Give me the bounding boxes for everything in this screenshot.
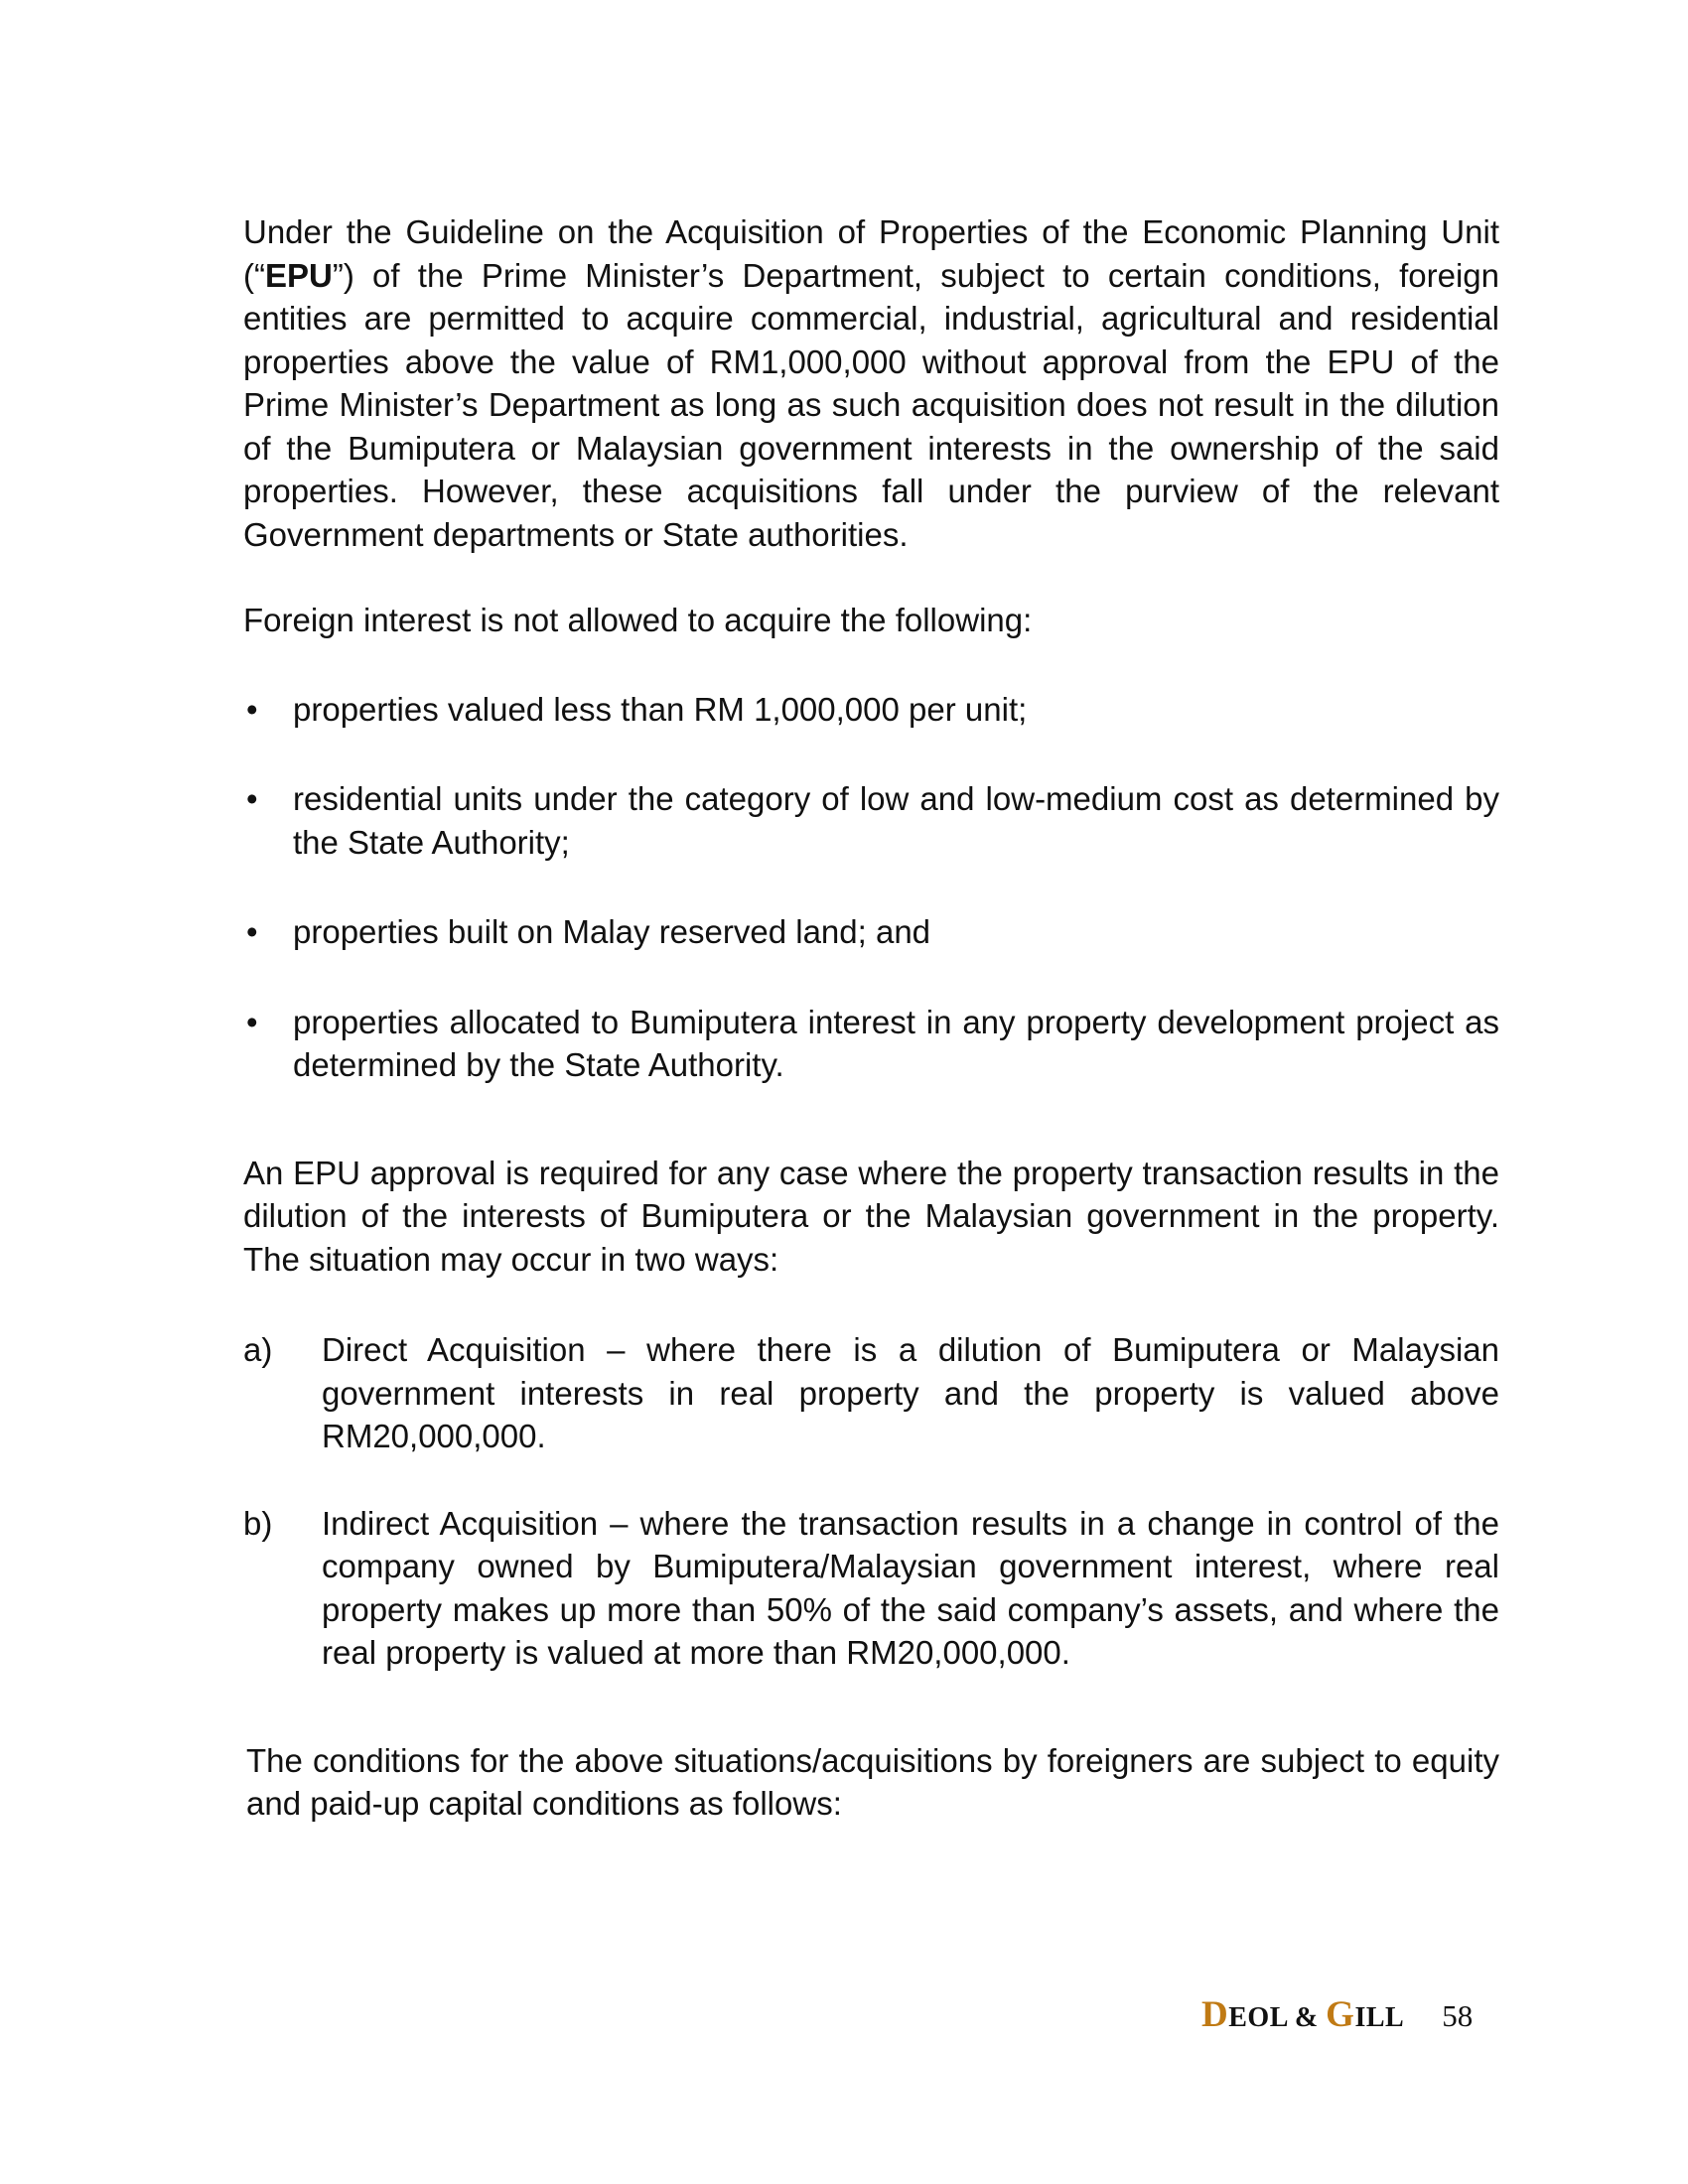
bullet-icon: •: [246, 1003, 258, 1040]
restriction-intro: Foreign interest is not allowed to acquire the following:: [243, 602, 1033, 638]
list-item: [243, 777, 1499, 864]
list-marker: b): [243, 1504, 273, 1542]
bullet-icon: •: [246, 690, 258, 728]
brand-text-eol: EOL: [1228, 2002, 1288, 2033]
brand-separator: &: [1287, 2002, 1327, 2033]
epu-defined-term: EPU: [264, 256, 333, 294]
list-item-text: residential units under the category of low and low-medium cost as determined by the State Authority;: [293, 780, 1499, 861]
restriction-list: [243, 688, 1499, 1087]
page-number: 58: [1442, 1998, 1474, 2033]
list-item: [243, 688, 1499, 732]
bullet-icon: •: [246, 913, 258, 950]
list-item-text: Direct Acquisition – where there is a dilution of Bumiputera or Malaysian government interests in real property and the property is valued above RM20,000,000.: [322, 1331, 1499, 1454]
document-body: [243, 210, 1499, 1826]
brand-initial-g: G: [1326, 1994, 1355, 2035]
list-item-text: properties valued less than RM 1,000,000 per unit;: [293, 690, 1028, 728]
list-item-text: properties allocated to Bumiputera interest in any property development project as determined by the State Authority.: [293, 1003, 1499, 1083]
intro-text-start: Under the Guideline on the Acquisition of Properties of the Economic Planning Unit (“: [243, 213, 1499, 294]
list-item-text: Indirect Acquisition – where the transaction results in a change in control of the company owned by Bumiputera/Malaysian government interest, where real property makes up more than 50% of the said company’s assets, and where the real property is valued at more than RM20,000,000.: [322, 1504, 1499, 1671]
list-item: [243, 1001, 1499, 1087]
firm-logo: [1201, 1993, 1404, 2036]
bullet-icon: •: [246, 780, 258, 817]
list-item: [243, 910, 1499, 954]
intro-paragraph: [243, 210, 1499, 556]
conditions-paragraph: The conditions for the above situations/acquisitions by foreigners are subject to equity and paid-up capital conditions as follows:: [246, 1741, 1499, 1822]
list-item: [243, 1328, 1499, 1458]
list-marker: a): [243, 1331, 273, 1368]
list-item-text: properties built on Malay reserved land; and: [293, 913, 931, 950]
intro-text-end: ”) of the Prime Minister’s Department, subject to certain conditions, foreign entities are permitted to acquire commercial, industrial, agricultural and residential properties above the value of RM1,000,000 without approval from the EPU of the Prime Minister’s Department as long as such acquisition does not result in the dilution of the Bumiputera or Malaysian government interests in the ownership of the said properties. However, these acquisitions fall under the purview of the relevant Government departments or State authorities.: [243, 256, 1499, 553]
brand-text-ill: ILL: [1354, 2002, 1405, 2033]
list-item: [243, 1502, 1499, 1675]
acquisition-type-list: [243, 1328, 1499, 1675]
brand-initial-d: D: [1201, 1994, 1229, 2035]
epu-approval-paragraph: An EPU approval is required for any case where the property transaction results in the dilution of the interests of Bumiputera or the Malaysian government in the property. The situation may occur in two ways:: [243, 1154, 1499, 1278]
page-footer: [1201, 1993, 1473, 2043]
